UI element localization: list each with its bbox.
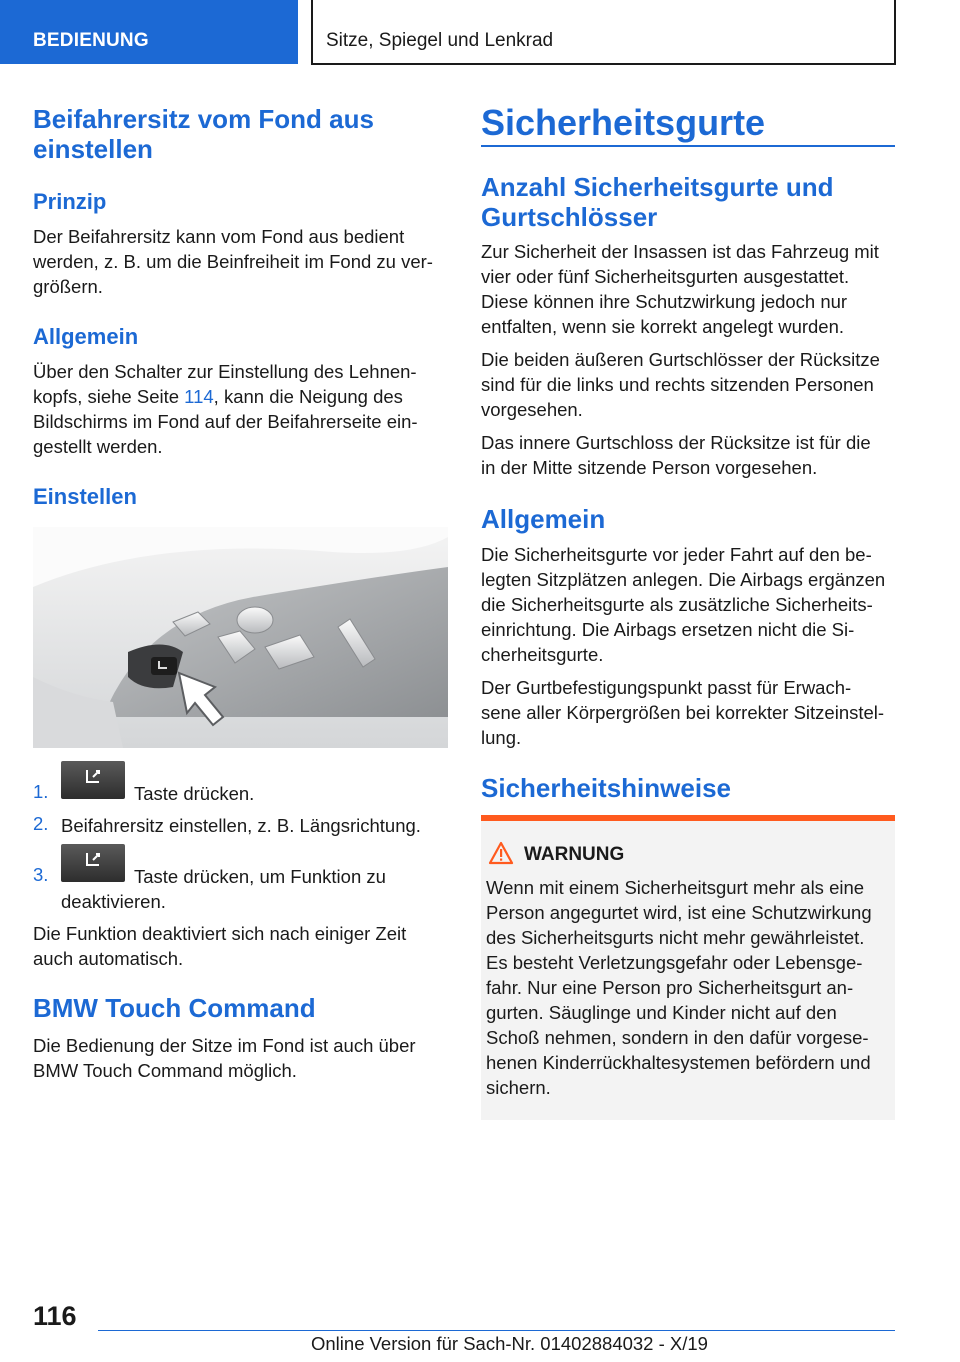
touch-heading: BMW Touch Command xyxy=(33,993,316,1023)
seat-icon xyxy=(83,768,105,790)
step-text: Taste drücken, um Funktion zu xyxy=(134,866,386,887)
section-label: BEDIENUNG xyxy=(33,30,149,51)
anzahl-heading: Anzahl Sicherheitsgurte und Gurtschlösser xyxy=(481,172,834,232)
warning-triangle-icon xyxy=(488,841,514,865)
step-number: 3. xyxy=(33,864,49,885)
warning-label: WARNUNG xyxy=(524,844,625,865)
chapter-label: Sitze, Spiegel und Lenkrad xyxy=(326,30,554,51)
seat-button-image xyxy=(61,761,125,799)
anzahl-para2: Die beiden äußeren Gurtschlösser der Rücksitze sind für die links und rechts sitzenden Personen vorgesehen. xyxy=(481,349,880,420)
warning-text: Wenn mit einem Sicherheitsgurt mehr als eine Person angegurtet wird, ist eine Schutzwirkung des Sicherheitsgurts nicht mehr gewährleistet. Es besteht Verletzungsgefahr oder Lebensge‐ fahr. Nur eine Person pro Sicherheitsgurt an‐ gurten. Säuglinge und Kinder nicht auf den Schoß nehmen, sondern in den dafür vorgese‐ henen Kinderrückhaltesystemen befördern und sichern. xyxy=(486,877,872,1098)
step-number: 1. xyxy=(33,781,49,802)
anzahl-para3: Das innere Gurtschloss der Rücksitze ist für die in der Mitte sitzende Person vorgesehen. xyxy=(481,432,871,478)
anzahl-para1: Zur Sicherheit der Insassen ist das Fahrzeug mit vier oder fünf Sicherheitsgurten ausgestattet. Diese können ihre Schutzwirkung jedoch nur entfalten, wenn sie korrekt angelegt wurden. xyxy=(481,241,879,337)
allgemein-para1: Die Sicherheitsgurte vor jeder Fahrt auf den be‐ legten Sitzplätzen anlegen. Die Airbags ergänzen die Sicherheitsgurte als zusätzliche Sicherheits‐ einrichtung. Die Airbags ersetzen nicht die Si‐ cherheitsgurte. xyxy=(481,544,886,665)
allgemein-heading: Allgemein xyxy=(33,324,139,349)
hinweise-heading: Sicherheitshinweise xyxy=(481,773,731,803)
step-text: Beifahrersitz einstellen, z. B. Längsrichtung. xyxy=(61,815,421,836)
warning-box xyxy=(481,821,895,1120)
step-number: 2. xyxy=(33,813,49,834)
allgemein-heading-right: Allgemein xyxy=(481,504,606,534)
page-link[interactable]: 114 xyxy=(184,386,214,407)
allgemein-text: Über den Schalter zur Einstellung des Lehnen‐ kopfs, siehe Seite 114, kann die Neigung des Bildschirms im Fond auf der Beifahrerseite ein‐ gestellt werden. xyxy=(33,361,418,457)
footer-divider xyxy=(98,1330,895,1331)
seat-icon xyxy=(83,851,105,873)
page-title: Sicherheitsgurte xyxy=(481,102,766,143)
title-divider xyxy=(481,145,895,147)
page-number: 116 xyxy=(33,1301,77,1331)
section-title: Beifahrersitz vom Fond aus einstellen xyxy=(33,104,374,164)
section-tab xyxy=(0,0,298,64)
einstellen-heading: Einstellen xyxy=(33,484,137,509)
einstellen-note: Die Funktion deaktiviert sich nach einiger Zeit auch automatisch. xyxy=(33,923,407,969)
seat-button-image xyxy=(61,844,125,882)
footer-text: Online Version für Sach-Nr. 01402884032 - X/19 xyxy=(311,1333,708,1354)
seat-control-illustration xyxy=(33,527,448,748)
prinzip-text: Der Beifahrersitz kann vom Fond aus bedient werden, z. B. um die Beinfreiheit im Fond zu ver‐ größern. xyxy=(33,226,433,297)
step-text: Taste drücken. xyxy=(134,783,255,804)
step-text-continued: deaktivieren. xyxy=(61,891,166,912)
prinzip-heading: Prinzip xyxy=(33,189,107,214)
allgemein-para2: Der Gurtbefestigungspunkt passt für Erwach‐ sene aller Körpergrößen bei korrekter Sitzeinstel‐ lung. xyxy=(481,677,885,748)
chapter-tab xyxy=(311,0,896,65)
touch-text: Die Bedienung der Sitze im Fond ist auch über BMW Touch Command möglich. xyxy=(33,1035,416,1081)
